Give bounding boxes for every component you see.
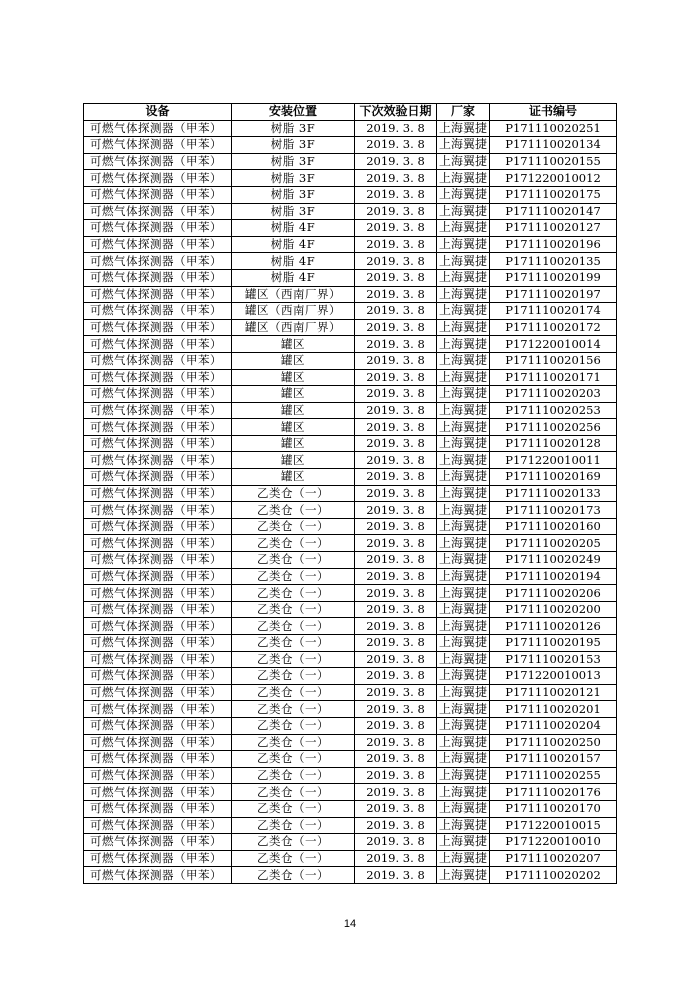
cell-install-location: 罐区（西南厂界） [232,319,355,336]
cell-manufacturer: 上海翼捷 [437,502,490,519]
table-row [84,485,617,502]
cell-manufacturer: 上海翼捷 [437,684,490,701]
cell-next-calibration-date: 2019. 3. 8 [355,203,437,220]
cell-device: 可燃气体探测器（甲苯） [84,635,232,652]
cell-install-location: 乙类仓（一） [232,518,355,535]
cell-manufacturer: 上海翼捷 [437,203,490,220]
table-row [84,469,617,486]
cell-certificate-number: P171110020173 [490,502,617,519]
cell-certificate-number: P171110020172 [490,319,617,336]
cell-certificate-number: P171110020207 [490,850,617,867]
cell-next-calibration-date: 2019. 3. 8 [355,552,437,569]
cell-next-calibration-date: 2019. 3. 8 [355,369,437,386]
cell-device: 可燃气体探测器（甲苯） [84,236,232,253]
cell-device: 可燃气体探测器（甲苯） [84,618,232,635]
cell-manufacturer: 上海翼捷 [437,651,490,668]
cell-certificate-number: P171110020157 [490,751,617,768]
table-row [84,220,617,237]
cell-next-calibration-date: 2019. 3. 8 [355,668,437,685]
cell-device: 可燃气体探测器（甲苯） [84,435,232,452]
cell-device: 可燃气体探测器（甲苯） [84,568,232,585]
cell-install-location: 树脂 3F [232,153,355,170]
cell-device: 可燃气体探测器（甲苯） [84,319,232,336]
cell-certificate-number: P171110020205 [490,535,617,552]
cell-certificate-number: P171110020155 [490,153,617,170]
table-row [84,751,617,768]
header-certificate-number: 证书编号 [490,104,617,121]
cell-device: 可燃气体探测器（甲苯） [84,502,232,519]
cell-certificate-number: P171110020249 [490,552,617,569]
cell-manufacturer: 上海翼捷 [437,635,490,652]
cell-install-location: 乙类仓（一） [232,701,355,718]
detector-calibration-table [83,103,617,884]
cell-install-location: 树脂 3F [232,186,355,203]
cell-certificate-number: P171110020134 [490,137,617,154]
cell-install-location: 罐区（西南厂界） [232,303,355,320]
table-row [84,170,617,187]
table-row [84,635,617,652]
cell-next-calibration-date: 2019. 3. 8 [355,751,437,768]
cell-manufacturer: 上海翼捷 [437,717,490,734]
cell-manufacturer: 上海翼捷 [437,568,490,585]
cell-install-location: 乙类仓（一） [232,618,355,635]
cell-certificate-number: P171110020175 [490,186,617,203]
cell-certificate-number: P171110020126 [490,618,617,635]
table-row [84,618,617,635]
cell-install-location: 乙类仓（一） [232,867,355,884]
table-row [84,369,617,386]
cell-manufacturer: 上海翼捷 [437,253,490,270]
table-row [84,668,617,685]
cell-certificate-number: P171110020196 [490,236,617,253]
cell-manufacturer: 上海翼捷 [437,153,490,170]
cell-next-calibration-date: 2019. 3. 8 [355,601,437,618]
cell-manufacturer: 上海翼捷 [437,402,490,419]
cell-next-calibration-date: 2019. 3. 8 [355,867,437,884]
cell-manufacturer: 上海翼捷 [437,186,490,203]
cell-install-location: 罐区 [232,402,355,419]
cell-certificate-number: P171110020204 [490,717,617,734]
cell-next-calibration-date: 2019. 3. 8 [355,170,437,187]
cell-manufacturer: 上海翼捷 [437,469,490,486]
table-row [84,867,617,884]
cell-install-location: 乙类仓（一） [232,485,355,502]
table-row [84,784,617,801]
cell-device: 可燃气体探测器（甲苯） [84,800,232,817]
cell-next-calibration-date: 2019. 3. 8 [355,502,437,519]
cell-next-calibration-date: 2019. 3. 8 [355,253,437,270]
cell-manufacturer: 上海翼捷 [437,352,490,369]
cell-manufacturer: 上海翼捷 [437,220,490,237]
cell-manufacturer: 上海翼捷 [437,286,490,303]
table-header-row [84,104,617,121]
table-row [84,767,617,784]
table-row [84,850,617,867]
cell-certificate-number: P171110020160 [490,518,617,535]
cell-install-location: 乙类仓（一） [232,535,355,552]
cell-device: 可燃气体探测器（甲苯） [84,402,232,419]
cell-next-calibration-date: 2019. 3. 8 [355,137,437,154]
table-row [84,153,617,170]
cell-device: 可燃气体探测器（甲苯） [84,485,232,502]
table-row [84,319,617,336]
cell-install-location: 罐区 [232,386,355,403]
cell-install-location: 罐区 [232,452,355,469]
cell-manufacturer: 上海翼捷 [437,734,490,751]
cell-manufacturer: 上海翼捷 [437,751,490,768]
page-number: 14 [343,918,357,930]
table-row [84,386,617,403]
cell-certificate-number: P171220010014 [490,336,617,353]
cell-certificate-number: P171110020197 [490,286,617,303]
cell-device: 可燃气体探测器（甲苯） [84,369,232,386]
cell-device: 可燃气体探测器（甲苯） [84,751,232,768]
cell-certificate-number: P171110020169 [490,469,617,486]
cell-certificate-number: P171110020135 [490,253,617,270]
cell-next-calibration-date: 2019. 3. 8 [355,319,437,336]
cell-device: 可燃气体探测器（甲苯） [84,186,232,203]
cell-manufacturer: 上海翼捷 [437,552,490,569]
cell-install-location: 树脂 3F [232,170,355,187]
cell-next-calibration-date: 2019. 3. 8 [355,635,437,652]
cell-next-calibration-date: 2019. 3. 8 [355,784,437,801]
cell-install-location: 树脂 3F [232,137,355,154]
cell-manufacturer: 上海翼捷 [437,435,490,452]
table-row [84,186,617,203]
cell-install-location: 乙类仓（一） [232,817,355,834]
cell-next-calibration-date: 2019. 3. 8 [355,800,437,817]
table-row [84,535,617,552]
table-row [84,452,617,469]
table-row [84,502,617,519]
cell-install-location: 乙类仓（一） [232,568,355,585]
cell-device: 可燃气体探测器（甲苯） [84,850,232,867]
cell-certificate-number: P171110020194 [490,568,617,585]
cell-manufacturer: 上海翼捷 [437,535,490,552]
cell-manufacturer: 上海翼捷 [437,518,490,535]
cell-certificate-number: P171110020170 [490,800,617,817]
cell-next-calibration-date: 2019. 3. 8 [355,701,437,718]
cell-certificate-number: P171110020156 [490,352,617,369]
cell-next-calibration-date: 2019. 3. 8 [355,651,437,668]
table-row [84,568,617,585]
table-row [84,552,617,569]
cell-device: 可燃气体探测器（甲苯） [84,469,232,486]
table-row [84,435,617,452]
header-device: 设备 [84,104,232,121]
cell-certificate-number: P171110020200 [490,601,617,618]
cell-next-calibration-date: 2019. 3. 8 [355,435,437,452]
cell-install-location: 乙类仓（一） [232,585,355,602]
cell-device: 可燃气体探测器（甲苯） [84,834,232,851]
cell-next-calibration-date: 2019. 3. 8 [355,452,437,469]
cell-certificate-number: P171110020174 [490,303,617,320]
cell-device: 可燃气体探测器（甲苯） [84,668,232,685]
cell-certificate-number: P171110020251 [490,120,617,137]
cell-device: 可燃气体探测器（甲苯） [84,203,232,220]
cell-certificate-number: P171110020255 [490,767,617,784]
cell-install-location: 乙类仓（一） [232,502,355,519]
cell-next-calibration-date: 2019. 3. 8 [355,618,437,635]
cell-manufacturer: 上海翼捷 [437,236,490,253]
cell-next-calibration-date: 2019. 3. 8 [355,485,437,502]
cell-install-location: 乙类仓（一） [232,784,355,801]
table-row [84,734,617,751]
cell-device: 可燃气体探测器（甲苯） [84,684,232,701]
table-row [84,419,617,436]
cell-certificate-number: P171110020171 [490,369,617,386]
cell-next-calibration-date: 2019. 3. 8 [355,186,437,203]
cell-certificate-number: P171110020203 [490,386,617,403]
cell-certificate-number: P171110020121 [490,684,617,701]
cell-manufacturer: 上海翼捷 [437,601,490,618]
cell-device: 可燃气体探测器（甲苯） [84,734,232,751]
cell-install-location: 乙类仓（一） [232,601,355,618]
cell-certificate-number: P171110020253 [490,402,617,419]
cell-device: 可燃气体探测器（甲苯） [84,286,232,303]
cell-manufacturer: 上海翼捷 [437,269,490,286]
cell-install-location: 乙类仓（一） [232,734,355,751]
cell-manufacturer: 上海翼捷 [437,800,490,817]
cell-device: 可燃气体探测器（甲苯） [84,701,232,718]
cell-install-location: 罐区 [232,469,355,486]
cell-certificate-number: P171110020256 [490,419,617,436]
cell-next-calibration-date: 2019. 3. 8 [355,269,437,286]
cell-device: 可燃气体探测器（甲苯） [84,867,232,884]
cell-certificate-number: P171110020206 [490,585,617,602]
cell-certificate-number: P171110020201 [490,701,617,718]
cell-install-location: 乙类仓（一） [232,635,355,652]
cell-device: 可燃气体探测器（甲苯） [84,137,232,154]
table-row [84,402,617,419]
cell-next-calibration-date: 2019. 3. 8 [355,850,437,867]
cell-install-location: 罐区 [232,352,355,369]
table-row [84,236,617,253]
cell-manufacturer: 上海翼捷 [437,170,490,187]
cell-device: 可燃气体探测器（甲苯） [84,303,232,320]
table-body [84,120,617,883]
cell-install-location: 乙类仓（一） [232,552,355,569]
cell-certificate-number: P171110020176 [490,784,617,801]
cell-device: 可燃气体探测器（甲苯） [84,651,232,668]
cell-next-calibration-date: 2019. 3. 8 [355,535,437,552]
table-row [84,303,617,320]
table-row [84,834,617,851]
cell-manufacturer: 上海翼捷 [437,336,490,353]
cell-install-location: 树脂 4F [232,236,355,253]
cell-manufacturer: 上海翼捷 [437,701,490,718]
cell-next-calibration-date: 2019. 3. 8 [355,286,437,303]
cell-install-location: 乙类仓（一） [232,800,355,817]
cell-device: 可燃气体探测器（甲苯） [84,352,232,369]
cell-next-calibration-date: 2019. 3. 8 [355,518,437,535]
cell-manufacturer: 上海翼捷 [437,137,490,154]
cell-device: 可燃气体探测器（甲苯） [84,518,232,535]
cell-device: 可燃气体探测器（甲苯） [84,170,232,187]
cell-device: 可燃气体探测器（甲苯） [84,220,232,237]
header-manufacturer: 厂家 [437,104,490,121]
cell-certificate-number: P171110020127 [490,220,617,237]
cell-manufacturer: 上海翼捷 [437,817,490,834]
cell-device: 可燃气体探测器（甲苯） [84,269,232,286]
cell-next-calibration-date: 2019. 3. 8 [355,585,437,602]
cell-install-location: 乙类仓（一） [232,850,355,867]
header-next-calibration-date: 下次效验日期 [355,104,437,121]
cell-device: 可燃气体探测器（甲苯） [84,817,232,834]
cell-manufacturer: 上海翼捷 [437,319,490,336]
cell-manufacturer: 上海翼捷 [437,850,490,867]
cell-next-calibration-date: 2019. 3. 8 [355,419,437,436]
table-row [84,203,617,220]
cell-next-calibration-date: 2019. 3. 8 [355,402,437,419]
cell-manufacturer: 上海翼捷 [437,452,490,469]
cell-manufacturer: 上海翼捷 [437,303,490,320]
cell-install-location: 树脂 3F [232,203,355,220]
cell-install-location: 乙类仓（一） [232,651,355,668]
cell-install-location: 树脂 4F [232,269,355,286]
cell-device: 可燃气体探测器（甲苯） [84,717,232,734]
cell-install-location: 树脂 4F [232,253,355,270]
cell-device: 可燃气体探测器（甲苯） [84,419,232,436]
cell-next-calibration-date: 2019. 3. 8 [355,120,437,137]
header-install-location: 安装位置 [232,104,355,121]
cell-device: 可燃气体探测器（甲苯） [84,253,232,270]
cell-manufacturer: 上海翼捷 [437,834,490,851]
cell-device: 可燃气体探测器（甲苯） [84,552,232,569]
cell-manufacturer: 上海翼捷 [437,867,490,884]
cell-next-calibration-date: 2019. 3. 8 [355,834,437,851]
cell-next-calibration-date: 2019. 3. 8 [355,734,437,751]
table-row [84,717,617,734]
table-row [84,684,617,701]
cell-certificate-number: P171110020133 [490,485,617,502]
table-row [84,336,617,353]
cell-device: 可燃气体探测器（甲苯） [84,535,232,552]
table-row [84,352,617,369]
table-row [84,651,617,668]
cell-device: 可燃气体探测器（甲苯） [84,452,232,469]
cell-next-calibration-date: 2019. 3. 8 [355,236,437,253]
cell-certificate-number: P171220010013 [490,668,617,685]
cell-install-location: 乙类仓（一） [232,767,355,784]
cell-install-location: 乙类仓（一） [232,717,355,734]
cell-manufacturer: 上海翼捷 [437,767,490,784]
cell-device: 可燃气体探测器（甲苯） [84,120,232,137]
cell-next-calibration-date: 2019. 3. 8 [355,303,437,320]
cell-certificate-number: P171110020195 [490,635,617,652]
cell-next-calibration-date: 2019. 3. 8 [355,568,437,585]
cell-certificate-number: P171110020153 [490,651,617,668]
cell-device: 可燃气体探测器（甲苯） [84,784,232,801]
cell-certificate-number: P171110020147 [490,203,617,220]
cell-next-calibration-date: 2019. 3. 8 [355,684,437,701]
cell-install-location: 罐区 [232,369,355,386]
cell-next-calibration-date: 2019. 3. 8 [355,386,437,403]
cell-next-calibration-date: 2019. 3. 8 [355,767,437,784]
cell-install-location: 乙类仓（一） [232,834,355,851]
cell-next-calibration-date: 2019. 3. 8 [355,220,437,237]
cell-manufacturer: 上海翼捷 [437,485,490,502]
cell-device: 可燃气体探测器（甲苯） [84,585,232,602]
table-row [84,137,617,154]
cell-manufacturer: 上海翼捷 [437,120,490,137]
cell-install-location: 罐区 [232,336,355,353]
cell-certificate-number: P171110020199 [490,269,617,286]
cell-install-location: 树脂 3F [232,120,355,137]
cell-device: 可燃气体探测器（甲苯） [84,767,232,784]
cell-next-calibration-date: 2019. 3. 8 [355,817,437,834]
cell-certificate-number: P171110020202 [490,867,617,884]
cell-manufacturer: 上海翼捷 [437,618,490,635]
cell-install-location: 罐区 [232,419,355,436]
table-row [84,817,617,834]
table-row [84,120,617,137]
cell-certificate-number: P171110020250 [490,734,617,751]
cell-install-location: 乙类仓（一） [232,751,355,768]
cell-manufacturer: 上海翼捷 [437,386,490,403]
cell-manufacturer: 上海翼捷 [437,419,490,436]
cell-next-calibration-date: 2019. 3. 8 [355,153,437,170]
cell-certificate-number: P171220010011 [490,452,617,469]
cell-certificate-number: P171110020128 [490,435,617,452]
cell-device: 可燃气体探测器（甲苯） [84,601,232,618]
table-row [84,253,617,270]
cell-certificate-number: P171220010010 [490,834,617,851]
table-row [84,701,617,718]
cell-certificate-number: P171220010012 [490,170,617,187]
cell-device: 可燃气体探测器（甲苯） [84,336,232,353]
cell-manufacturer: 上海翼捷 [437,784,490,801]
cell-install-location: 罐区（西南厂界） [232,286,355,303]
cell-next-calibration-date: 2019. 3. 8 [355,352,437,369]
cell-device: 可燃气体探测器（甲苯） [84,386,232,403]
cell-install-location: 罐区 [232,435,355,452]
table-row [84,269,617,286]
cell-install-location: 树脂 4F [232,220,355,237]
cell-next-calibration-date: 2019. 3. 8 [355,336,437,353]
cell-next-calibration-date: 2019. 3. 8 [355,469,437,486]
table-row [84,286,617,303]
table-row [84,800,617,817]
cell-certificate-number: P171220010015 [490,817,617,834]
table-row [84,585,617,602]
table-row [84,518,617,535]
cell-install-location: 乙类仓（一） [232,684,355,701]
cell-next-calibration-date: 2019. 3. 8 [355,717,437,734]
cell-manufacturer: 上海翼捷 [437,668,490,685]
cell-manufacturer: 上海翼捷 [437,369,490,386]
cell-device: 可燃气体探测器（甲苯） [84,153,232,170]
cell-manufacturer: 上海翼捷 [437,585,490,602]
table-row [84,601,617,618]
cell-install-location: 乙类仓（一） [232,668,355,685]
